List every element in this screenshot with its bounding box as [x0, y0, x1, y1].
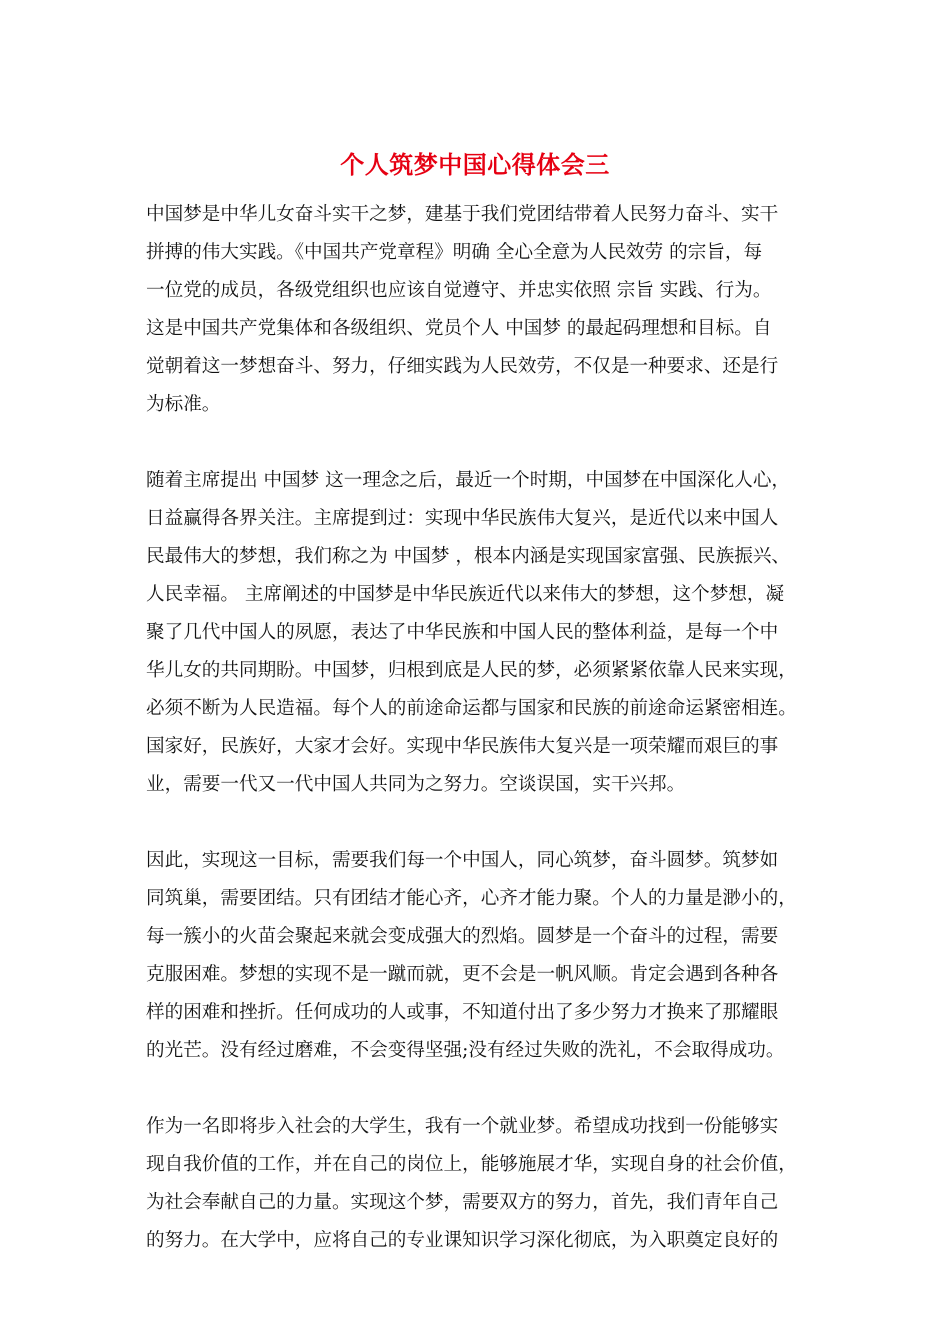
- paragraph-line: 为社会奉献自己的力量。实现这个梦，需要双方的努力，首先，我们青年自己: [146, 1192, 779, 1213]
- paragraph-line: 因此，实现这一目标，需要我们每一个中国人，同心筑梦，奋斗圆梦。筑梦如: [146, 850, 779, 871]
- paragraph-line: 中国梦是中华儿女奋斗实干之梦，建基于我们党团结带着人民努力奋斗、实干: [146, 204, 779, 225]
- paragraph-line: 为标准。: [146, 394, 221, 415]
- paragraph-line: 的努力。在大学中，应将自己的专业课知识学习深化彻底，为入职奠定良好的: [146, 1230, 779, 1251]
- paragraph-line: 现自我价值的工作，并在自己的岗位上，能够施展才华，实现自身的社会价值，: [146, 1154, 797, 1175]
- paragraph-line: 必须不断为人民造福。每个人的前途命运都与国家和民族的前途命运紧密相连。: [146, 698, 797, 719]
- paragraph: [146, 842, 811, 1070]
- document-title: 个人筑梦中国心得体会三: [340, 150, 610, 179]
- paragraph: [146, 1108, 811, 1260]
- paragraph-line: 业，需要一代又一代中国人共同为之努力。空谈误国，实干兴邦。: [146, 774, 686, 795]
- paragraph-line: 华儿女的共同期盼。中国梦，归根到底是人民的梦，必须紧紧依靠人民来实现，: [146, 660, 797, 681]
- paragraph-line: 聚了几代中国人的夙愿，表达了中华民族和中国人民的整体利益，是每一个中: [146, 622, 779, 643]
- paragraph-line: 克服困难。梦想的实现不是一蹴而就，更不会是一帆风顺。肯定会遇到各种各: [146, 964, 779, 985]
- paragraph-line: 觉朝着这一梦想奋斗、努力，仔细实践为人民效劳，不仅是一种要求、还是行: [146, 356, 779, 377]
- paragraph-line: 这是中国共产党集体和各级组织、党员个人 中国梦 的最起码理想和目标。自: [146, 318, 772, 339]
- paragraph-line: 人民幸福。 主席阐述的中国梦是中华民族近代以来伟大的梦想，这个梦想，凝: [146, 584, 785, 605]
- paragraph-line: 每一簇小的火苗会聚起来就会变成强大的烈焰。圆梦是一个奋斗的过程，需要: [146, 926, 779, 947]
- paragraph: [146, 196, 811, 424]
- paragraph-line: 拼搏的伟大实践。《中国共产党章程》明确 全心全意为人民效劳 的宗旨，每: [146, 242, 763, 263]
- paragraph-line: 的光芒。没有经过磨难，不会变得坚强;没有经过失败的洗礼，不会取得成功。: [146, 1040, 785, 1061]
- paragraph-line: 样的困难和挫折。任何成功的人或事，不知道付出了多少努力才换来了那耀眼: [146, 1002, 779, 1023]
- paragraph-line: 作为一名即将步入社会的大学生，我有一个就业梦。希望成功找到一份能够实: [146, 1116, 779, 1137]
- paragraph-line: 民最伟大的梦想，我们称之为 中国梦 ，根本内涵是实现国家富强、民族振兴、: [146, 546, 791, 567]
- paragraph-line: 日益赢得各界关注。主席提到过：实现中华民族伟大复兴，是近代以来中国人: [146, 508, 779, 529]
- paragraph-line: 国家好，民族好，大家才会好。实现中华民族伟大复兴是一项荣耀而艰巨的事: [146, 736, 779, 757]
- paragraph-line: 同筑巢，需要团结。只有团结才能心齐，心齐才能力聚。个人的力量是渺小的，: [146, 888, 797, 909]
- document-body: [146, 196, 811, 1298]
- paragraph-line: 一位党的成员，各级党组织也应该自觉遵守、并忠实依照 宗旨 实践、行为。: [146, 280, 772, 301]
- paragraph: [146, 462, 811, 804]
- paragraph-line: 随着主席提出 中国梦 这一理念之后，最近一个时期，中国梦在中国深化人心，: [146, 470, 791, 491]
